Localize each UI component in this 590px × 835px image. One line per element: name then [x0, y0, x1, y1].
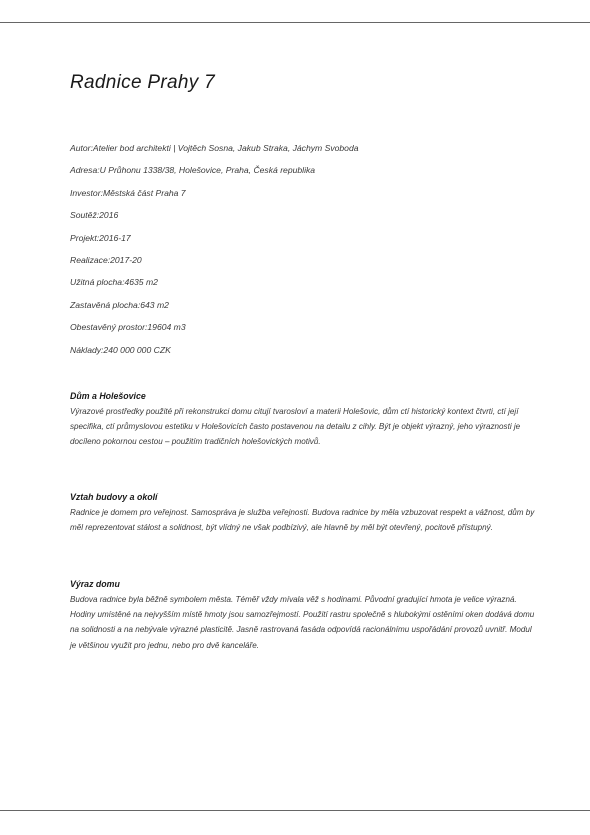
- meta-realization: Realizace:2017-20: [70, 254, 142, 265]
- meta-competition: Soutěž:2016: [70, 210, 119, 221]
- section-heading: Vztah budovy a okolí: [70, 492, 158, 502]
- meta-project: Projekt:2016-17: [70, 232, 131, 243]
- page-title: Radnice Prahy 7: [70, 72, 215, 93]
- section-building-and-surroundings: [70, 491, 540, 535]
- section-body: Budova radnice byla běžně symbolem města. Téměř vždy mívala věž s hodinami. Původní gradující hmota je velice výrazná. Hodiny umístěné na nejvyšším místě hmoty jsou samozřejmostí. Použití rastru společně s hlubokými ostěními oken dodává domu na solidnosti a na nebývale výrazné plasticitě. Jasně rastrovaná fasáda odpovídá racionálnímu uspořádání provozů uvnitř. Modul je většinou využit pro jednu, nebo pro dvě kanceláře.: [70, 595, 535, 650]
- meta-address: Adresa:U Průhonu 1338/38, Holešovice, Praha, Česká republika: [70, 165, 316, 176]
- meta-author: Autor:Atelier bod architekti | Vojtěch Sosna, Jakub Straka, Jáchym Svoboda: [70, 143, 359, 153]
- section-body: Výrazové prostředky použité při rekonstrukci domu citují tvarosloví a materii Holešovic, dům ctí historický kontext čtvrti, ctí její specifika, ctí průmyslovou estetiku v Holešovicích často postavenou na detailu z cihly. Být je objekt výrazný, jeho výraznosti je docíleno pokornou cestou – použitím tradičních holešovických motivů.: [70, 407, 521, 447]
- section-heading: Dům a Holešovice: [70, 391, 146, 401]
- bottom-divider: [0, 810, 590, 811]
- section-body: Radnice je domem pro veřejnost. Samospráva je služba veřejnosti. Budova radnice by měla vzbuzovat respekt a vážnost, dům by měl reprezentovat stálost a solidnost, být vlídný ne však podbízivý, ale hlavně by měl být otevřený, pocitově přístupný.: [70, 508, 535, 533]
- meta-investor: Investor:Městská část Praha 7: [70, 187, 186, 198]
- meta-costs: Náklady:240 000 000 CZK: [70, 344, 171, 355]
- project-meta-list: [70, 143, 540, 367]
- top-divider: [0, 22, 590, 23]
- section-house-and-holesovice: [70, 390, 540, 450]
- section-house-expression: [70, 578, 540, 653]
- meta-volume: Obestavěný prostor:19604 m3: [70, 322, 186, 333]
- meta-built-area: Zastavěná plocha:643 m2: [70, 299, 169, 310]
- section-heading: Výraz domu: [70, 579, 120, 589]
- meta-usable-area: Užitná plocha:4635 m2: [70, 277, 158, 288]
